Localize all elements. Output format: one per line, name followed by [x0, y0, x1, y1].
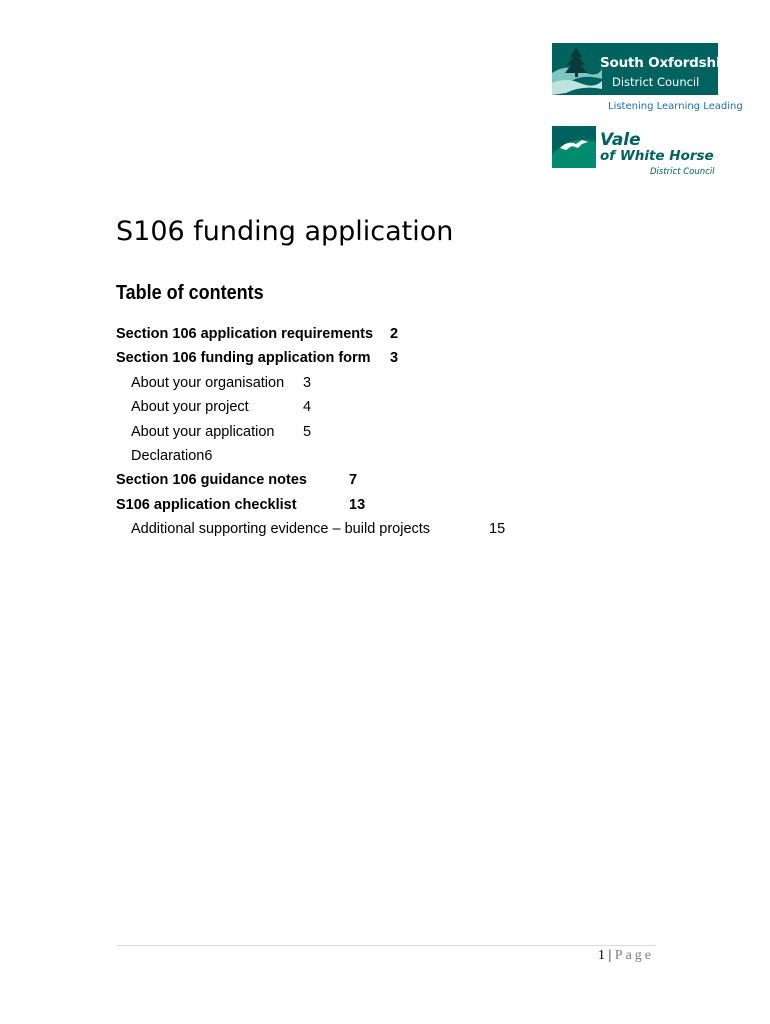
toc-entry-page: 7 — [349, 472, 358, 489]
toc-entry-text: About your organisation — [131, 374, 285, 391]
vale-name-line2: of White Horse — [600, 148, 714, 164]
page-number: 1 — [597, 948, 605, 963]
south-oxfordshire-logo — [552, 43, 743, 115]
toc-entry-page: 13 — [349, 496, 366, 513]
toc-entry[interactable] — [116, 395, 616, 419]
document-title: S106 funding application — [116, 216, 454, 247]
toc-entry-page: 3 — [390, 350, 399, 367]
toc-entry[interactable] — [116, 322, 616, 346]
page-footer — [598, 948, 654, 964]
toc-entry-text: Section 106 guidance notes — [116, 472, 307, 489]
toc-entry-text: S106 application checklist — [116, 496, 297, 513]
toc-entry-page: 5 — [303, 423, 312, 440]
footer-divider — [116, 945, 655, 946]
toc-entry-page: 4 — [303, 399, 312, 416]
toc-entry-text: About your project — [131, 399, 249, 416]
toc-entry[interactable] — [116, 444, 616, 468]
toc-entry-page: 2 — [390, 326, 399, 342]
toc-entry-text: Section 106 application requirements — [116, 326, 374, 342]
table-of-contents — [116, 322, 616, 542]
toc-entry[interactable] — [116, 420, 616, 444]
council-tagline: Listening Learning Leading — [608, 101, 743, 112]
council-name-line1: South Oxfordshire — [600, 55, 736, 71]
white-horse-icon — [552, 126, 596, 168]
tree-logo-icon — [552, 43, 602, 95]
page-word: Page — [614, 948, 654, 963]
toc-entry[interactable] — [116, 346, 616, 370]
council-name-line2: District Council — [612, 75, 700, 89]
footer-separator: | — [608, 948, 612, 963]
toc-entry-page: 3 — [303, 374, 312, 391]
toc-entry-text: About your application — [131, 423, 275, 440]
vale-name-line3: District Council — [650, 167, 715, 177]
vale-name-line1: Vale — [600, 130, 641, 150]
toc-entry[interactable] — [116, 517, 616, 541]
toc-entry[interactable] — [116, 468, 616, 492]
toc-entry[interactable] — [116, 371, 616, 395]
toc-entry-page: 15 — [489, 521, 506, 538]
toc-entry-text: Declaration — [131, 447, 205, 464]
toc-entry-page: 6 — [204, 447, 213, 464]
toc-entry-text: Section 106 funding application form — [116, 350, 371, 367]
vale-of-white-horse-logo — [552, 126, 722, 180]
toc-entry[interactable] — [116, 493, 616, 517]
toc-entry-text: Additional supporting evidence – build projects — [131, 521, 431, 538]
toc-heading: Table of contents — [116, 282, 264, 304]
